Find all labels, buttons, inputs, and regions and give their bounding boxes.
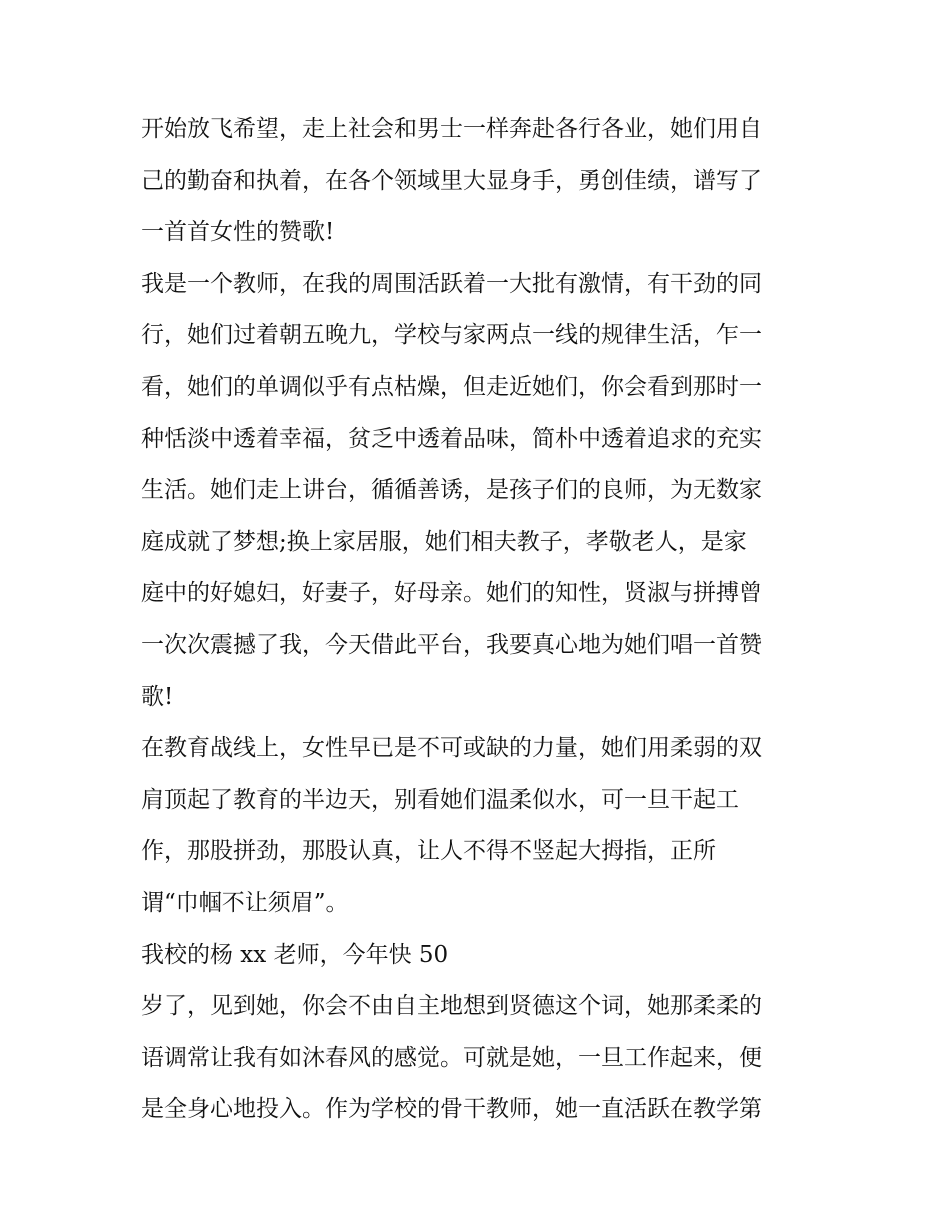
text-line: 语调常让我有如沐春风的感觉。可就是她，一旦工作起来，便 [141,1044,762,1071]
text-line: 是全身心地投入。作为学校的骨干教师，她一直活跃在教学第 [141,1096,762,1123]
text-line: 看，她们的单调似乎有点枯燥，但走近她们，你会看到那时一 [141,373,762,400]
text-line: 肩顶起了教育的半边天，别看她们温柔似水，可一旦干起工 [141,786,739,813]
text-line: 我是一个教师，在我的周围活跃着一大批有激情，有干劲的同 [141,270,762,297]
text-line: 一首首女性的赞歌! [141,219,335,246]
text-line: 谓“巾帼不让须眉”。 [141,889,349,916]
text-line: 岁了，见到她，你会不由自主地想到贤德这个词，她那柔柔的 [141,993,762,1020]
body-text [141,104,821,1136]
text-line: 己的勤奋和执着，在各个领域里大显身手，勇创佳绩，谱写了 [141,167,762,194]
text-line: 生活。她们走上讲台，循循善诱，是孩子们的良师，为无数家 [141,477,762,504]
text-line: 种恬淡中透着幸福，贫乏中透着品味，简朴中透着追求的充实 [141,425,762,452]
text-line: 在教育战线上，女性早已是不可或缺的力量，她们用柔弱的双 [141,735,762,762]
text-line: 开始放飞希望，走上社会和男士一样奔赴各行各业，她们用自 [141,116,762,142]
text-line: 行，她们过着朝五晚九，学校与家两点一线的规律生活，乍一 [141,322,762,349]
text-line: 我校的杨 xx 老师，今年快 50 [141,941,449,968]
text-line: 庭成就了梦想;换上家居服，她们相夫教子，孝敬老人，是家 [141,528,747,555]
text-line: 庭中的好媳妇，好妻子，好母亲。她们的知性，贤淑与拼搏曾 [141,580,762,607]
text-line: 一次次震撼了我，今天借此平台，我要真心地为她们唱一首赞 [141,631,762,658]
text-line: 歌! [141,683,174,710]
text-line: 作，那股拼劲，那股认真，让人不得不竖起大拇指，正所 [141,838,716,865]
